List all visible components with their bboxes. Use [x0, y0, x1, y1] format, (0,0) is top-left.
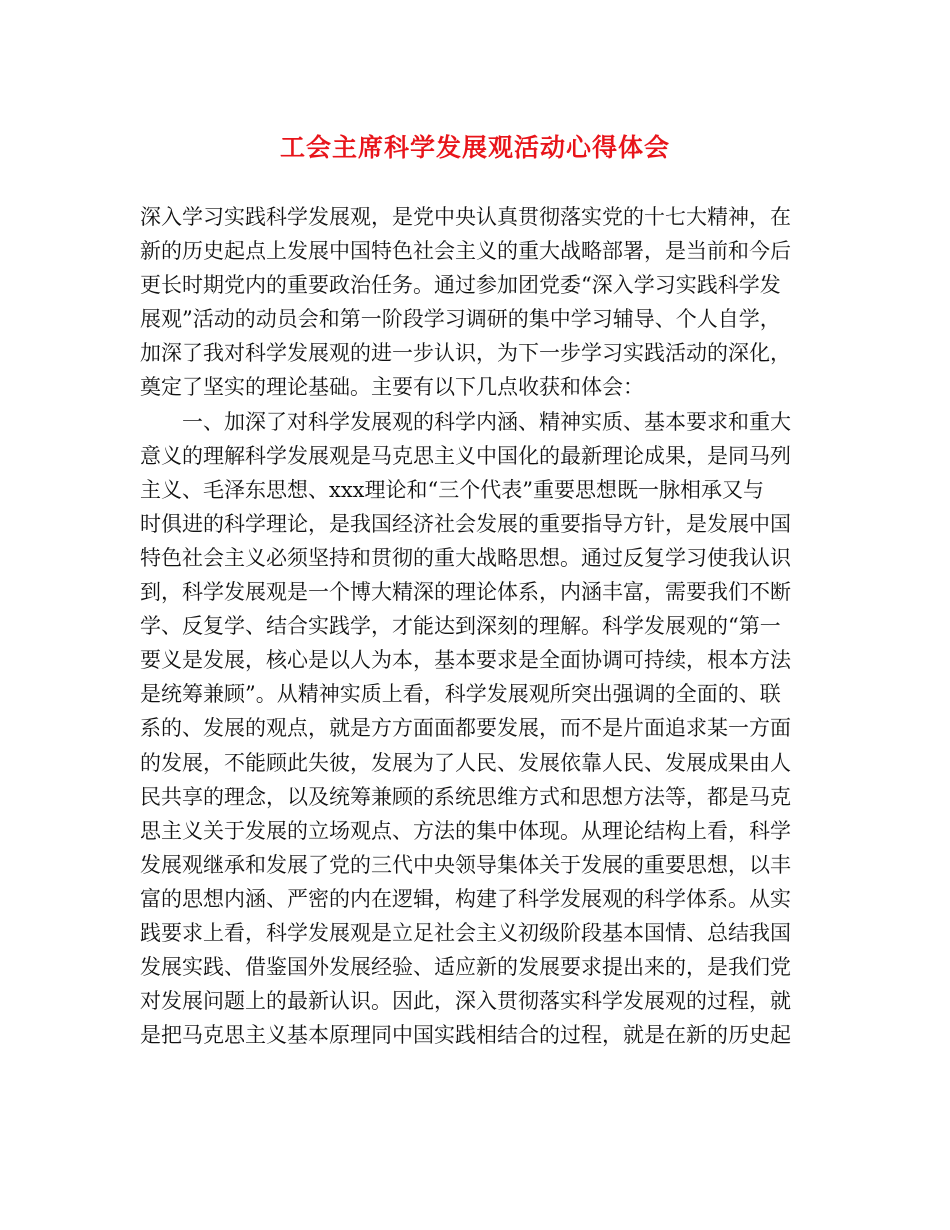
text-line: 发展观继承和发展了党的三代中央领导集体关于发展的重要思想，以丰: [140, 852, 791, 877]
text-line: 深入学习实践科学发展观，是党中央认真贯彻落实党的十七大精神，在: [140, 205, 791, 229]
text-line: 是统筹兼顾”。从精神实质上看，科学发展观所突出强调的全面的、联: [140, 682, 781, 707]
text-line: 奠定了坚实的理论基础。主要有以下几点收获和体会：: [140, 375, 644, 400]
text-line: 更长时期党内的重要政治任务。通过参加团党委“深入学习实践科学发: [140, 273, 781, 298]
text-line: 展观”活动的动员会和第一阶段学习调研的集中学习辅导、个人自学，: [140, 307, 781, 332]
text-line: 发展实践、借鉴国外发展经验、适应新的发展要求提出来的，是我们党: [140, 955, 791, 980]
text-line: 加深了我对科学发展观的进一步认识，为下一步学习实践活动的深化，: [140, 341, 791, 366]
text-line: 民共享的理念，以及统筹兼顾的系统思维方式和思想方法等，都是马克: [140, 784, 791, 809]
text-line: 思主义关于发展的立场观点、方法的集中体现。从理论结构上看，科学: [140, 818, 791, 843]
text-line: 到，科学发展观是一个博大精深的理论体系，内涵丰富，需要我们不断: [140, 580, 791, 605]
text-line: 富的思想内涵、严密的内在逻辑，构建了科学发展观的科学体系。从实: [140, 886, 791, 911]
text-line: 要义是发展，核心是以人为本，基本要求是全面协调可持续，根本方法: [140, 648, 791, 673]
text-line: 特色社会主义必须坚持和贯彻的重大战略思想。通过反复学习使我认识: [140, 545, 791, 570]
text-line: 践要求上看，科学发展观是立足社会主义初级阶段基本国情、总结我国: [140, 920, 791, 945]
text-line: 一、加深了对科学发展观的科学内涵、精神实质、基本要求和重大: [182, 409, 791, 434]
text-line: 是把马克思主义基本原理同中国实践相结合的过程，就是在新的历史起: [140, 1023, 791, 1048]
text-line: 主义、毛泽东思想、xxx理论和“三个代表”重要思想既一脉相承又与: [140, 477, 764, 502]
text-line: 时俱进的科学理论，是我国经济社会发展的重要指导方针，是发展中国: [140, 511, 791, 536]
text-line: 的发展，不能顾此失彼，发展为了人民、发展依靠人民、发展成果由人: [140, 750, 791, 775]
text-line: 意义的理解科学发展观是马克思主义中国化的最新理论成果，是同马列: [140, 443, 791, 468]
text-line: 系的、发展的观点，就是方方面面都要发展，而不是片面追求某一方面: [140, 716, 791, 741]
text-line: 对发展问题上的最新认识。因此，深入贯彻落实科学发展观的过程，就: [140, 989, 791, 1014]
document-body: [140, 200, 815, 1052]
text-line: 新的历史起点上发展中国特色社会主义的重大战略部署，是当前和今后: [140, 239, 791, 264]
text-line: 学、反复学、结合实践学，才能达到深刻的理解。科学发展观的“第一: [140, 614, 781, 639]
document-title: 工会主席科学发展观活动心得体会: [279, 133, 670, 162]
